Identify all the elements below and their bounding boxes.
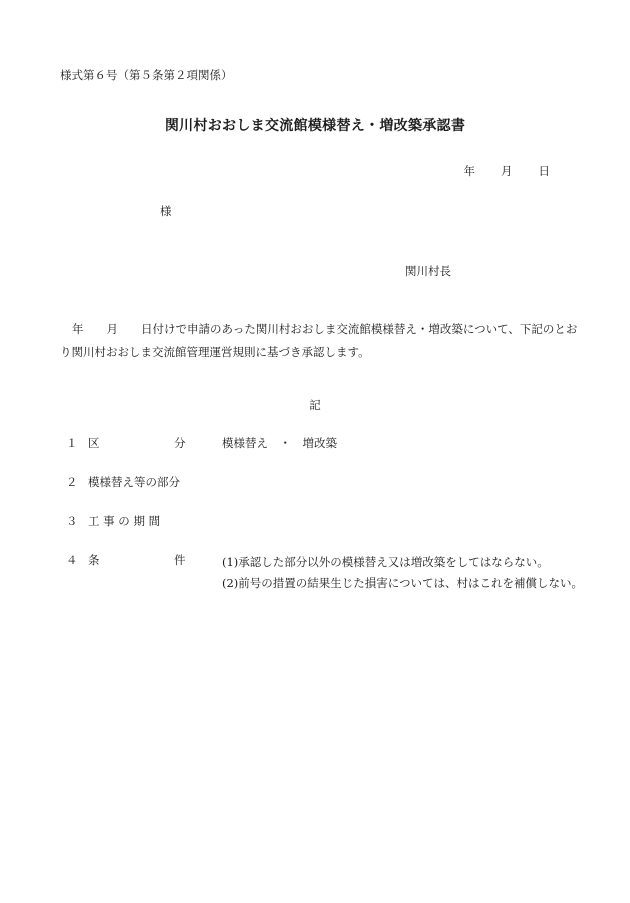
item-1-number: １ bbox=[66, 436, 78, 450]
form-number: 様式第６号（第５条第２項関係） bbox=[60, 68, 233, 82]
body-text bbox=[60, 318, 580, 364]
body-paragraph: 年 月 日付けで申請のあった関川村おおしま交流館模様替え・増改築について、下記のとおり関川村おおしま交流館管理運営規則に基づき承認します。 bbox=[60, 322, 578, 359]
item-2 bbox=[66, 474, 180, 490]
date-month: 月 bbox=[501, 164, 513, 178]
date-year: 年 bbox=[463, 164, 475, 178]
condition-1: (1)承認した部分以外の模様替え又は増改築をしてはならない。 bbox=[222, 555, 549, 569]
item-3-label: 工 事 の 期 間 bbox=[88, 514, 161, 528]
addressee: 様 bbox=[160, 204, 172, 218]
item-3 bbox=[66, 513, 160, 529]
date-line bbox=[464, 163, 551, 179]
item-4-label-a: 条 bbox=[88, 553, 100, 567]
item-2-number: ２ bbox=[66, 475, 78, 489]
item-1-value: 模様替え ・ 増改築 bbox=[222, 436, 337, 450]
item-4-number: ４ bbox=[66, 553, 78, 567]
item-1-label-a: 区 bbox=[88, 436, 100, 450]
ki-heading: 記 bbox=[309, 398, 321, 412]
condition-2: (2)前号の措置の結果生じた損害については、村はこれを補償しない。 bbox=[222, 576, 584, 590]
issuer: 関川村長 bbox=[405, 264, 451, 278]
item-3-number: ３ bbox=[66, 514, 78, 528]
item-4-label-b: 件 bbox=[174, 553, 186, 567]
date-day: 日 bbox=[538, 164, 550, 178]
document-title: 関川村おおしま交流館模様替え・増改築承認書 bbox=[164, 118, 466, 134]
item-1-label-b: 分 bbox=[174, 436, 186, 450]
item-2-label: 模様替え等の部分 bbox=[88, 475, 180, 489]
